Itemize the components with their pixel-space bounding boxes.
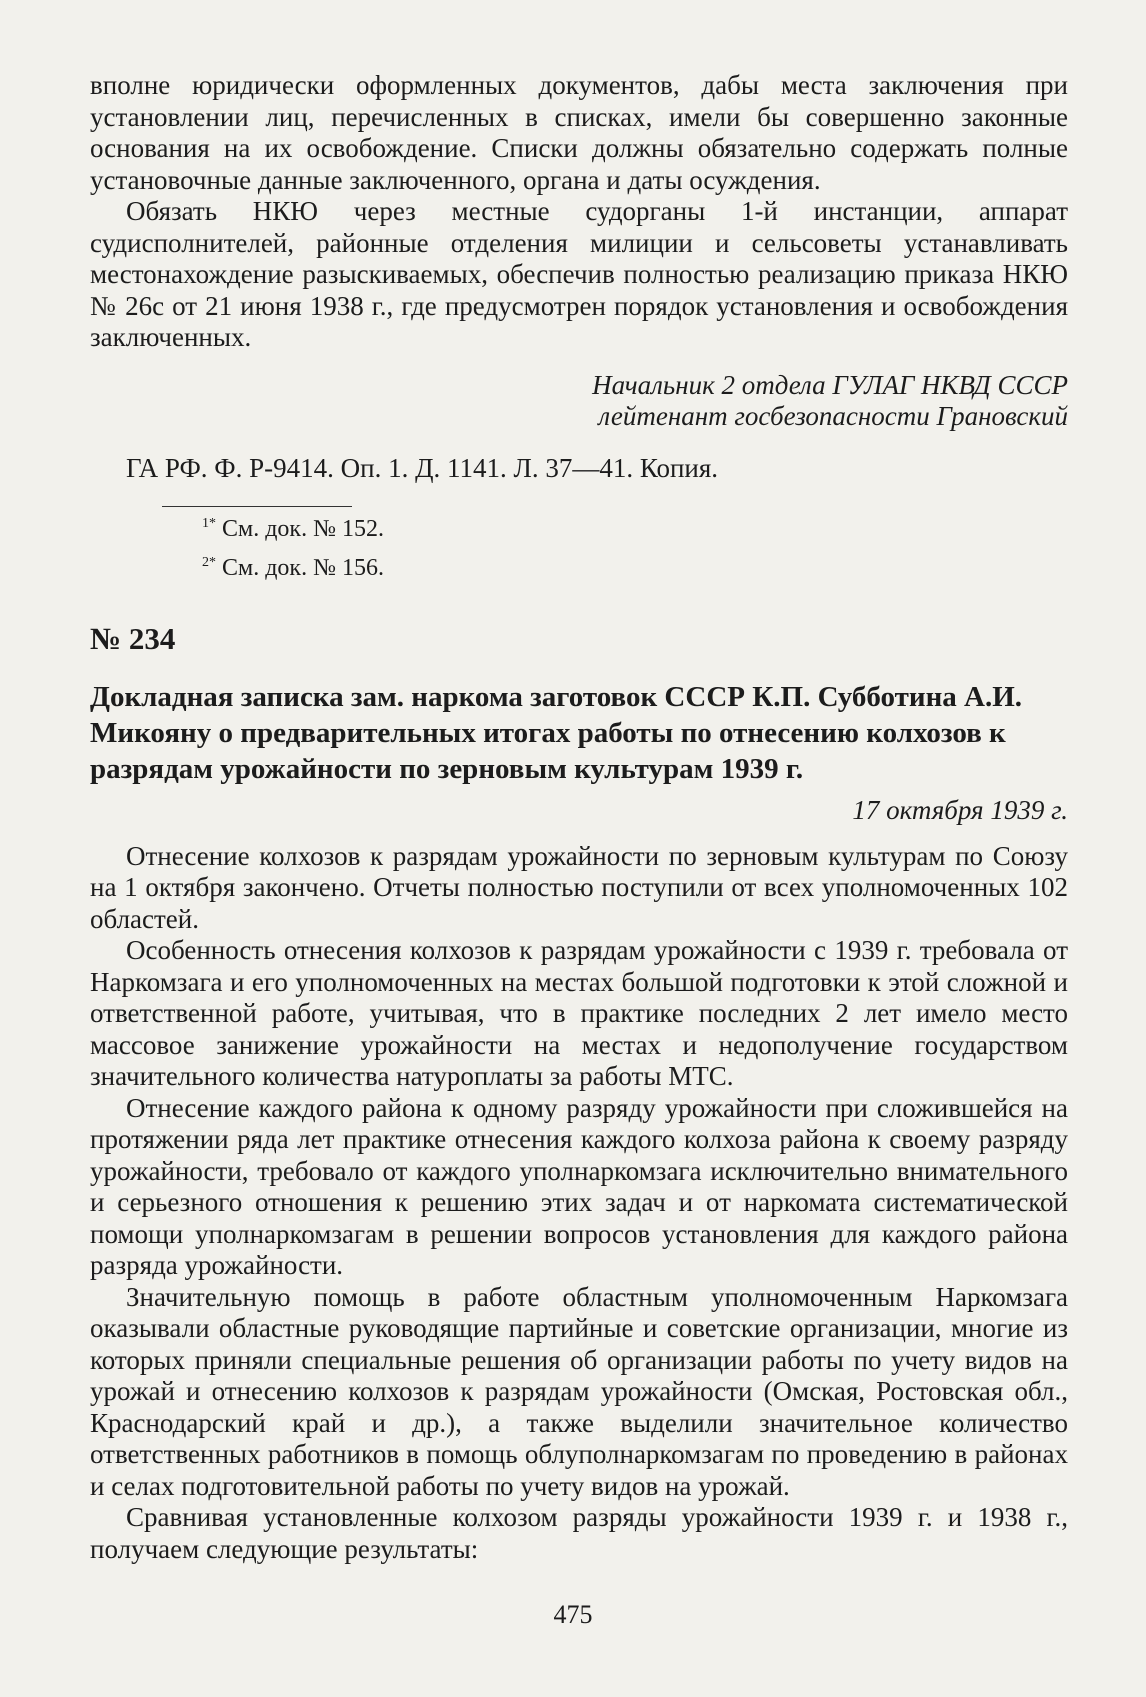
paragraph: Значительную помощь в работе областным уполномоченным Наркомзага оказывали областные руководящие партийные и советские организации, многие из которых приняли специальные решения об организации работы по учету видов на урожай и отнесению колхозов к разрядам урожайности (Омская, Ростовская обл., Краснодарский край и др.), а также выделили значительное количество ответственных работников в помощь облуполнаркомзагам по проведению в районах и селах подготовительной работы по учету видов на урожай. [90, 1281, 1068, 1501]
paragraph: Обязать НКЮ через местные судорганы 1-й инстанции, аппарат судисполнителей, районные отделения милиции и сельсоветы устанавливать местонахождение разыскиваемых, обеспечив полностью реализацию приказа НКЮ № 26с от 21 июня 1938 г., где предусмотрен порядок установления и освобождения заключенных. [90, 196, 1068, 352]
page-content [90, 70, 1068, 1565]
document-date: 17 октября 1939 г. [852, 795, 1068, 825]
paragraph: Особенность отнесения колхозов к разрядам урожайности с 1939 г. требовала от Наркомзага и его уполномоченных на местах большой подготовки к этой сложной и ответственной работе, учитывая, что в практике последних 2 лет имело место массовое занижение урожайности на местах и недополучение государством значительного количества натуроплаты за работы МТС. [90, 935, 1068, 1091]
signature-block [90, 370, 1068, 433]
archive-reference: ГА РФ. Ф. Р-9414. Оп. 1. Д. 1141. Л. 37—41. Копия. [126, 452, 719, 483]
paragraph: Сравнивая установленные колхозом разряды урожайности 1939 г. и 1938 г., получаем следующие результаты: [90, 1502, 1068, 1564]
document-number: № 234 [90, 621, 176, 656]
paragraph: Отнесение колхозов к разрядам урожайности по зерновым культурам по Союзу на 1 октября закончено. Отчеты полностью поступили от всех уполномоченных 102 областей. [90, 840, 1068, 934]
footnote [202, 546, 1068, 585]
footnote-text: См. док. № 152. [222, 516, 384, 542]
signature-line: Начальник 2 отдела ГУЛАГ НКВД СССР [592, 369, 1068, 400]
document-title: Докладная записка зам. наркома заготовок СССР К.П. Субботина А.И. Микояну о предварительных итогах работы по отнесению колхозов к разрядам урожайности по зерновым культурам 1939 г. [90, 681, 1023, 785]
footnote-mark: 2* [202, 555, 216, 570]
footnote [202, 507, 1068, 546]
page-number: 475 [553, 1600, 593, 1629]
document-body [90, 841, 1068, 1566]
signature-line: лейтенант госбезопасности Грановский [598, 401, 1068, 431]
paragraph: вполне юридически оформленных документов, дабы места заключения при установлении лиц, перечисленных в списках, имели бы совершенно законные основания на их освобождение. Списки должны обязательно содержать полные установочные данные заключенного, органа и даты осуждения. [90, 70, 1068, 195]
footnote-mark: 1* [202, 516, 216, 531]
footnote-text: См. док. № 156. [222, 555, 384, 581]
paragraph: Отнесение каждого района к одному разряду урожайности при сложившейся на протяжении ряда лет практике отнесения каждого колхоза района к своему разряду урожайности, требовало от каждого уполнаркомзага исключительно внимательного и серьезного отношения к решению этих задач и от наркомата систематической помощи уполнаркомзагам в решении вопросов установления для каждого района разряда урожайности. [90, 1092, 1068, 1280]
